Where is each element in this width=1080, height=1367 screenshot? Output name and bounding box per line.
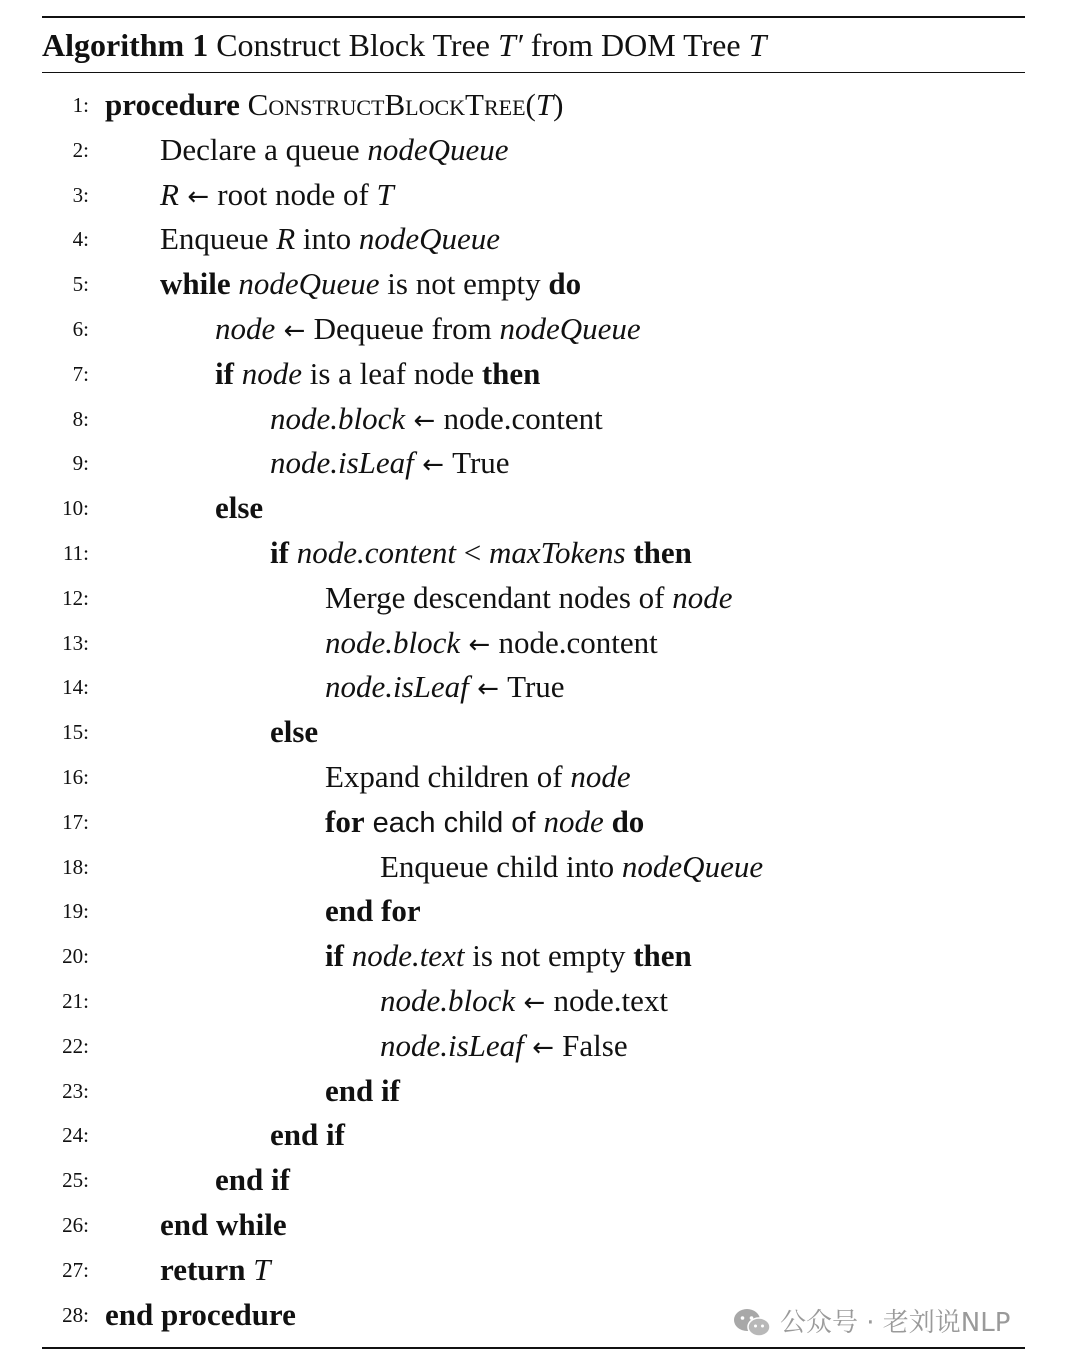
code-text: Dequeue from xyxy=(313,310,500,346)
algorithm-block xyxy=(42,16,1025,1337)
keyword: if xyxy=(270,534,289,570)
line-number: 2: xyxy=(72,137,89,162)
algo-line-25 xyxy=(42,1158,1025,1203)
keyword: if xyxy=(215,355,234,391)
line-code xyxy=(270,441,510,488)
wechat-icon xyxy=(732,1307,772,1339)
line-code xyxy=(270,531,692,576)
algo-line-12 xyxy=(42,576,1025,621)
algo-line-10 xyxy=(42,486,1025,531)
code-text: Enqueue xyxy=(160,221,277,257)
keyword: end for xyxy=(325,893,421,929)
line-number: 16: xyxy=(62,764,89,789)
algo-line-7 xyxy=(42,352,1025,397)
algo-line-6 xyxy=(42,307,1025,352)
algo-line-9 xyxy=(42,441,1025,486)
line-code xyxy=(325,934,692,979)
keyword: do xyxy=(548,266,582,302)
keyword: end procedure xyxy=(105,1296,296,1332)
line-number: 13: xyxy=(62,630,89,655)
procedure-arg: T xyxy=(535,87,554,122)
code-text: node.content xyxy=(443,400,603,436)
algo-line-4 xyxy=(42,217,1025,262)
keyword: return xyxy=(160,1251,246,1287)
code-text: is not empty xyxy=(379,266,549,302)
line-number: 17: xyxy=(62,809,89,834)
algo-line-23 xyxy=(42,1069,1025,1114)
line-number: 8: xyxy=(72,406,89,431)
line-code xyxy=(325,665,565,712)
code-text: is a leaf node xyxy=(301,355,482,391)
caption-label: Algorithm 1 xyxy=(42,27,209,63)
line-code xyxy=(160,1248,271,1293)
algo-line-19 xyxy=(42,889,1025,934)
algo-line-1 xyxy=(42,83,1025,128)
line-number: 21: xyxy=(62,988,89,1013)
keyword: end if xyxy=(325,1072,400,1108)
code-text: True xyxy=(452,445,510,481)
line-code xyxy=(325,1069,400,1114)
code-text: Expand children of xyxy=(325,758,571,794)
line-code xyxy=(105,1293,296,1338)
algo-line-13 xyxy=(42,621,1025,666)
code-var: T xyxy=(245,1251,271,1287)
caption-text-a: Construct Block Tree xyxy=(208,27,498,63)
line-code xyxy=(325,576,732,621)
keyword: else xyxy=(270,714,319,750)
line-number: 18: xyxy=(62,854,89,879)
code-var: T xyxy=(376,176,394,212)
algo-line-26 xyxy=(42,1203,1025,1248)
code-var: R xyxy=(276,221,296,257)
code-var: node.isLeaf xyxy=(380,1027,524,1063)
code-text: node.text xyxy=(553,982,668,1018)
watermark-text: 公众号 · 老刘说NLP xyxy=(780,1308,1011,1338)
code-text: each child of xyxy=(364,806,544,839)
algo-line-21 xyxy=(42,979,1025,1024)
watermark xyxy=(732,1303,1010,1343)
algo-line-15 xyxy=(42,710,1025,755)
code-var: node.block xyxy=(270,400,406,436)
algo-line-2 xyxy=(42,128,1025,173)
line-code xyxy=(270,1113,345,1158)
line-code xyxy=(215,307,641,354)
algo-line-24 xyxy=(42,1113,1025,1158)
keyword: end if xyxy=(215,1162,290,1198)
code-text: Enqueue child into xyxy=(380,848,622,884)
keyword: do xyxy=(603,803,645,839)
code-var: node.block xyxy=(380,982,516,1018)
line-number: 12: xyxy=(62,585,89,610)
line-number: 25: xyxy=(62,1168,89,1193)
algo-line-27 xyxy=(42,1248,1025,1293)
algo-line-3 xyxy=(42,173,1025,218)
line-code xyxy=(215,486,263,531)
algo-line-14 xyxy=(42,665,1025,710)
line-number: 24: xyxy=(62,1123,89,1148)
algo-line-20 xyxy=(42,934,1025,979)
keyword-procedure: procedure xyxy=(105,87,240,122)
code-var: maxTokens xyxy=(488,534,626,570)
line-number: 9: xyxy=(72,451,89,476)
line-code xyxy=(160,1203,287,1248)
line-code xyxy=(325,889,421,934)
line-number: 10: xyxy=(62,496,89,521)
code-var: node.block xyxy=(325,624,461,660)
keyword: if xyxy=(325,938,344,974)
line-code xyxy=(160,128,509,173)
line-code xyxy=(270,710,318,755)
line-code xyxy=(215,352,540,397)
code-text: False xyxy=(562,1027,628,1063)
code-var: node xyxy=(215,310,276,346)
code-var: R xyxy=(160,176,179,212)
caption-var-t-prime: T′ xyxy=(497,27,523,63)
assign-arrow: ← xyxy=(523,1032,563,1063)
keyword: end while xyxy=(160,1206,287,1242)
line-number: 7: xyxy=(72,361,89,386)
paren-open: ( xyxy=(525,87,536,122)
code-var: node.isLeaf xyxy=(325,669,469,705)
line-number: 27: xyxy=(62,1257,89,1282)
line-code xyxy=(160,173,394,220)
procedure-name: ConstructBlockTree xyxy=(247,87,526,122)
assign-arrow: ← xyxy=(460,629,499,660)
line-code xyxy=(160,217,500,262)
algo-line-16 xyxy=(42,755,1025,800)
caption-rule xyxy=(42,72,1025,73)
code-var: node xyxy=(570,758,631,794)
code-text: into xyxy=(295,221,359,257)
line-code xyxy=(380,845,763,890)
code-var: node.content xyxy=(288,534,456,570)
bottom-rule xyxy=(42,1347,1025,1349)
caption-text-b: from DOM Tree xyxy=(522,27,749,63)
keyword: then xyxy=(481,355,541,391)
line-number: 28: xyxy=(62,1302,89,1327)
paren-close: ) xyxy=(553,87,564,122)
keyword: then xyxy=(633,938,692,974)
line-code xyxy=(105,83,563,128)
algorithm-caption xyxy=(42,18,1025,72)
assign-arrow: ← xyxy=(275,315,314,346)
algo-line-17 xyxy=(42,800,1025,845)
assign-arrow: ← xyxy=(413,450,453,481)
line-code xyxy=(215,1158,290,1203)
code-var: node xyxy=(233,355,302,391)
code-var: nodeQueue xyxy=(358,221,501,257)
algorithm-lines xyxy=(42,83,1025,1337)
assign-arrow: ← xyxy=(178,181,218,212)
line-code xyxy=(325,621,658,668)
line-number: 19: xyxy=(62,899,89,924)
line-code xyxy=(380,979,668,1026)
code-var: node xyxy=(672,579,733,615)
line-number: 3: xyxy=(72,182,89,207)
keyword: end if xyxy=(270,1117,345,1153)
line-code xyxy=(270,397,603,444)
line-code xyxy=(325,755,631,800)
assign-arrow: ← xyxy=(468,674,508,705)
assign-arrow: ← xyxy=(405,405,444,436)
code-text: < xyxy=(455,534,489,570)
assign-arrow: ← xyxy=(515,987,554,1018)
line-number: 5: xyxy=(72,272,89,297)
line-number: 11: xyxy=(62,540,89,565)
line-number: 15: xyxy=(62,720,89,745)
line-code xyxy=(160,262,581,307)
line-code xyxy=(380,1024,628,1071)
code-var: node xyxy=(543,803,604,839)
caption-var-t: T xyxy=(748,27,767,63)
keyword: for xyxy=(325,803,365,839)
code-var: nodeQueue xyxy=(367,131,509,167)
line-number: 22: xyxy=(62,1033,89,1058)
line-number: 20: xyxy=(62,944,89,969)
algo-line-5 xyxy=(42,262,1025,307)
algo-line-22 xyxy=(42,1024,1025,1069)
keyword: then xyxy=(625,534,692,570)
keyword: else xyxy=(215,490,264,526)
code-var: node.text xyxy=(343,938,465,974)
code-text: is not empty xyxy=(464,938,634,974)
algo-line-8 xyxy=(42,397,1025,442)
algo-line-18 xyxy=(42,845,1025,890)
code-var: node.isLeaf xyxy=(270,445,414,481)
code-text: True xyxy=(507,669,565,705)
line-number: 6: xyxy=(72,316,89,341)
keyword: while xyxy=(160,266,231,302)
algo-line-11 xyxy=(42,531,1025,576)
line-code xyxy=(325,800,644,846)
code-var: nodeQueue xyxy=(621,848,764,884)
code-text: root node of xyxy=(217,176,377,212)
line-number: 4: xyxy=(72,227,89,252)
line-number: 1: xyxy=(72,93,89,117)
code-var: nodeQueue xyxy=(499,310,641,346)
code-text: Declare a queue xyxy=(160,131,368,167)
line-number: 23: xyxy=(62,1078,89,1103)
code-text: Merge descendant nodes of xyxy=(325,579,673,615)
line-number: 26: xyxy=(62,1212,89,1237)
code-var: nodeQueue xyxy=(230,266,380,302)
code-text: node.content xyxy=(498,624,658,660)
line-number: 14: xyxy=(62,675,89,700)
